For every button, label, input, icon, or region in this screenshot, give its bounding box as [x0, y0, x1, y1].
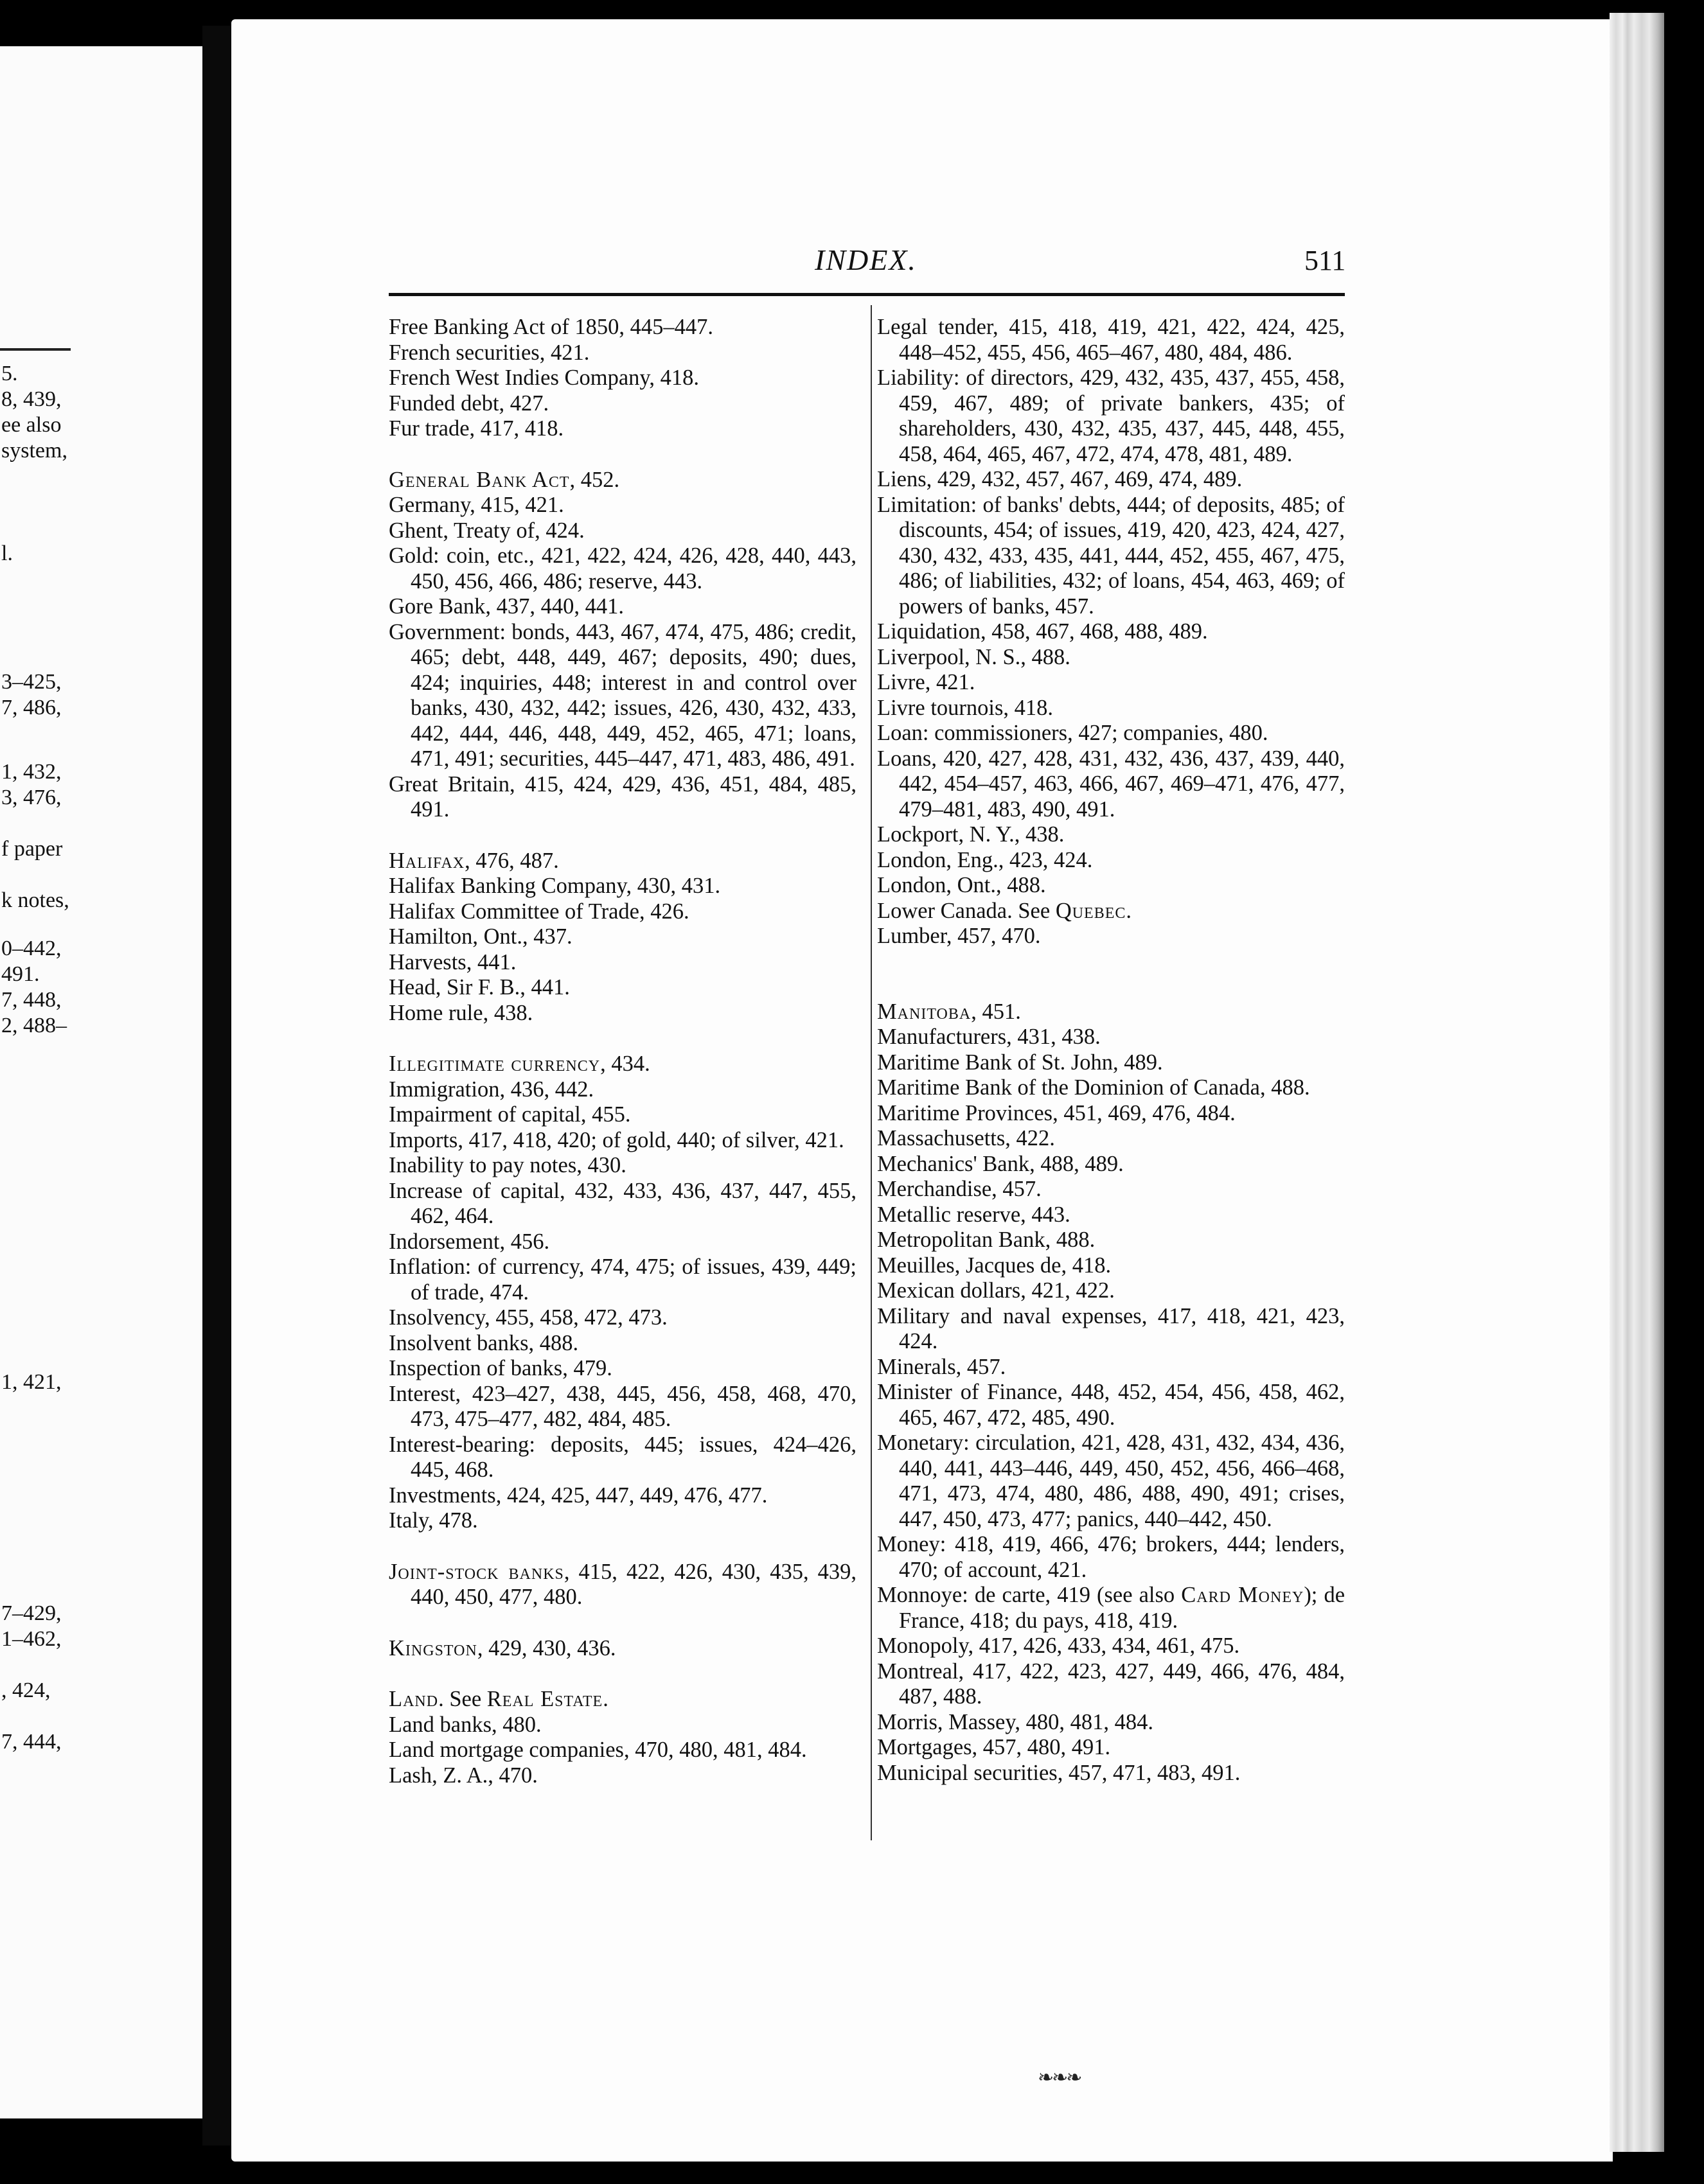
index-cross-reference: Quebec	[1055, 898, 1126, 923]
index-entry	[389, 416, 856, 442]
index-entry	[877, 1177, 1345, 1202]
index-entry	[877, 619, 1345, 645]
index-entry	[877, 848, 1345, 874]
index-entry-text: Germany, 415, 421.	[389, 493, 564, 517]
index-entry-text: Limitation: of banks' debts, 444; of deposits, 485; of discounts, 454; of issues, 419, 420, 423, 424, 427, 430, 432, 433, 435, 441, 444, 452, 455, 467, 475, 486; of liabilities, 432; of loans, 454, 463, 469; of powers of banks, 457.	[877, 492, 1345, 619]
index-entry-text: Liability: of directors, 429, 432, 435, 437, 455, 458, 459, 467, 489; of private bankers, 435; of shareholders, 430, 432, 435, 437, 445, 448, 455, 458, 464, 465, 467, 472, 474, 478, 481, 489.	[877, 365, 1345, 466]
index-entry-text: Increase of capital, 432, 433, 436, 437, 447, 455, 462, 464.	[389, 1178, 856, 1228]
index-entry-text: Livre, 421.	[877, 670, 975, 694]
index-entry-text: Monetary: circulation, 421, 428, 431, 432, 434, 436, 440, 441, 443–446, 449, 450, 452, 456, 466–468, 471, 473, 474, 480, 486, 488, 490, 491; crises, 447, 450, 473, 477; panics, 440–442, 450.	[877, 1431, 1345, 1531]
index-heading: Kingston	[389, 1635, 477, 1660]
index-entry	[389, 1382, 856, 1432]
facing-page-fragment: 1, 421,	[1, 1370, 62, 1394]
index-entry-text: Monnoye: de carte, 419 (see also	[877, 1583, 1182, 1607]
index-entry-text: Loan: commissioners, 427; companies, 480.	[877, 721, 1268, 745]
facing-page-fragment: system,	[1, 439, 67, 462]
index-entry	[389, 1636, 856, 1662]
index-entry-text: Fur trade, 417, 418.	[389, 416, 564, 441]
index-entry-text: London, Ont., 488.	[877, 873, 1046, 897]
index-entry-text: Inflation: of currency, 474, 475; of issues, 439, 449; of trade, 474.	[389, 1255, 856, 1305]
index-entry-text: Massachusetts, 422.	[877, 1126, 1055, 1150]
index-entry	[389, 1432, 856, 1483]
index-entry	[389, 1102, 856, 1128]
facing-page-fragment: 1, 432,	[1, 760, 62, 784]
index-entry-text: Mexican dollars, 421, 422.	[877, 1278, 1115, 1303]
index-cross-reference: Real Estate	[486, 1687, 603, 1711]
index-entry	[877, 1202, 1345, 1228]
index-entry-text: .	[603, 1687, 608, 1711]
page-stack-edges	[1610, 13, 1664, 2152]
index-entry	[877, 873, 1345, 899]
facing-page-fragment: ee also	[1, 413, 62, 437]
index-entry	[389, 1331, 856, 1357]
index-entry	[389, 468, 856, 493]
index-entry	[389, 1153, 856, 1179]
index-entry-text: , 415, 422, 426, 430, 435, 439, 440, 450, 477, 480.	[411, 1559, 856, 1609]
index-entry	[877, 1735, 1345, 1761]
index-entry-text: Minister of Finance, 448, 452, 454, 456, 458, 462, 465, 467, 472, 485, 490.	[877, 1380, 1345, 1430]
index-entry-text: Mechanics' Bank, 488, 489.	[877, 1151, 1124, 1176]
index-entry-text: Indorsement, 456.	[389, 1229, 550, 1254]
index-entry	[877, 924, 1345, 949]
index-entry-text: Lumber, 457, 470.	[877, 924, 1041, 948]
index-entry	[389, 1508, 856, 1534]
index-entry-text: Halifax Banking Company, 430, 431.	[389, 874, 721, 898]
index-entry-text: Government: bonds, 443, 467, 474, 475, 486; credit, 465; debt, 448, 449, 467; deposits, 490; dues, 424; inquiries, 448; interest in and control over banks, 430, 432, 442; issues, 426, 430, 432, 433, 442, 444, 446, 448, 449, 452, 465, 471; loans, 471, 491; securities, 445–447, 471, 483, 486, 491.	[389, 619, 856, 771]
index-entry-text: Ghent, Treaty of, 424.	[389, 518, 585, 543]
index-entry	[877, 1152, 1345, 1177]
index-entry-text: .	[1126, 898, 1132, 923]
index-entry-text: Monopoly, 417, 426, 433, 434, 461, 475.	[877, 1634, 1240, 1658]
index-entry	[389, 315, 856, 340]
footer-ornament: ❧❧❧	[1038, 2067, 1081, 2088]
index-entry-text: Funded debt, 427.	[389, 391, 549, 416]
index-entry-text: Immigration, 436, 442.	[389, 1077, 594, 1102]
index-heading: Joint-stock banks	[389, 1559, 564, 1584]
index-entry	[389, 772, 856, 823]
index-entry	[877, 1659, 1345, 1710]
index-entry-text: Gore Bank, 437, 440, 441.	[389, 594, 625, 619]
index-entry	[877, 746, 1345, 823]
index-entry	[877, 1304, 1345, 1355]
index-entry-text: Livre tournois, 418.	[877, 695, 1054, 720]
index-entry	[877, 1532, 1345, 1583]
index-entry	[389, 1255, 856, 1305]
facing-page-fragment: 0–442,	[1, 937, 62, 960]
index-entry	[877, 1025, 1345, 1050]
index-entry-text: Manufacturers, 431, 438.	[877, 1025, 1101, 1049]
index-entry-text: Liverpool, N. S., 488.	[877, 644, 1070, 669]
index-entry-text: , 476, 487.	[465, 848, 559, 873]
index-heading: Illegitimate currency	[389, 1052, 601, 1076]
index-entry	[389, 365, 856, 391]
index-entry	[389, 518, 856, 544]
index-entry-text: Metropolitan Bank, 488.	[877, 1228, 1096, 1252]
index-entry-text: Land banks, 480.	[389, 1712, 542, 1737]
index-entry	[389, 1052, 856, 1077]
index-entry	[389, 1305, 856, 1331]
index-entry-text: Loans, 420, 427, 428, 431, 432, 436, 437, 439, 440, 442, 454–457, 463, 466, 467, 469–471, 476, 477, 479–481, 483, 490, 491.	[877, 746, 1345, 822]
facing-page-fragment: 7, 486,	[1, 696, 62, 719]
index-entry-text: Maritime Bank of the Dominion of Canada, 488.	[877, 1075, 1310, 1100]
index-entry	[389, 1229, 856, 1255]
index-entry	[389, 950, 856, 976]
index-entry	[877, 696, 1345, 721]
facing-page-fragment: f paper	[1, 837, 63, 861]
index-entry	[877, 1431, 1345, 1532]
index-entry-text: Legal tender, 415, 418, 419, 421, 422, 424, 425, 448–452, 455, 456, 465–467, 480, 484, 486.	[877, 315, 1345, 365]
index-entry-text: Meuilles, Jacques de, 418.	[877, 1253, 1112, 1278]
facing-page-edge	[0, 46, 202, 2118]
index-entry-text: Land mortgage companies, 470, 480, 481, 484.	[389, 1738, 807, 1762]
index-entry	[877, 315, 1345, 365]
index-entry-text: French securities, 421.	[389, 340, 590, 365]
index-entry	[877, 645, 1345, 671]
page-number: 511	[1304, 245, 1346, 276]
index-entry-text: Morris, Massey, 480, 481, 484.	[877, 1709, 1153, 1734]
facing-page-fragment: 8, 439,	[1, 387, 62, 411]
index-entry-text: Insolvency, 455, 458, 472, 473.	[389, 1305, 668, 1330]
index-entry-text: London, Eng., 423, 424.	[877, 847, 1093, 872]
facing-page-fragment: 491.	[1, 962, 40, 986]
column-divider	[871, 305, 872, 1840]
index-entry	[389, 1763, 856, 1789]
index-entry-text: Maritime Provinces, 451, 469, 476, 484.	[877, 1100, 1236, 1125]
index-heading: Halifax	[389, 848, 465, 873]
index-entry	[877, 822, 1345, 848]
index-entry	[389, 391, 856, 417]
index-entry	[389, 340, 856, 366]
index-entry	[877, 1000, 1345, 1025]
index-entry-text: Insolvent banks, 488.	[389, 1330, 579, 1355]
index-entry	[877, 1253, 1345, 1279]
index-entry-text: Montreal, 417, 422, 423, 427, 449, 466, 476, 484, 487, 488.	[877, 1659, 1345, 1709]
index-entry	[389, 1560, 856, 1610]
index-entry-text: Interest, 423–427, 438, 445, 456, 458, 468, 470, 473, 475–477, 482, 484, 485.	[389, 1381, 856, 1431]
index-entry-text: Minerals, 457.	[877, 1354, 1006, 1379]
index-entry	[877, 1050, 1345, 1076]
index-entry-text: Free Banking Act of 1850, 445–447.	[389, 315, 713, 339]
index-entry	[389, 1356, 856, 1382]
index-entry-text: Military and naval expenses, 417, 418, 421, 423, 424.	[877, 1303, 1345, 1353]
index-entry	[389, 899, 856, 925]
index-entry-text: , 434.	[600, 1052, 650, 1076]
index-entry	[389, 620, 856, 772]
index-entry	[877, 1634, 1345, 1659]
index-entry	[877, 1355, 1345, 1380]
index-entry	[389, 849, 856, 874]
index-entry	[877, 1101, 1345, 1127]
index-entry	[389, 543, 856, 594]
index-entry	[877, 1126, 1345, 1152]
index-entry	[877, 899, 1345, 924]
index-entry	[389, 594, 856, 620]
facing-page-fragment: l.	[1, 542, 13, 565]
book-gutter	[202, 26, 231, 2145]
index-entry	[389, 975, 856, 1001]
index-entry	[877, 1075, 1345, 1101]
index-entry-text: Maritime Bank of St. John, 489.	[877, 1050, 1163, 1075]
index-entry	[389, 1179, 856, 1229]
index-entry	[389, 493, 856, 518]
index-entry	[389, 1713, 856, 1738]
index-entry-text: Liens, 429, 432, 457, 467, 469, 474, 489.	[877, 467, 1243, 491]
index-entry-text: French West Indies Company, 418.	[389, 365, 700, 390]
index-entry-text: ); de France, 418; du pays, 418, 419.	[899, 1583, 1345, 1633]
facing-page-fragment: , 424,	[1, 1678, 51, 1702]
index-entry-text: Lockport, N. Y., 438.	[877, 822, 1065, 847]
index-entry	[389, 874, 856, 899]
index-entry	[877, 365, 1345, 467]
index-entry-text: Imports, 417, 418, 420; of gold, 440; of silver, 421.	[389, 1127, 844, 1152]
index-entry	[389, 1738, 856, 1763]
index-entry-text: Investments, 424, 425, 447, 449, 476, 477.	[389, 1483, 768, 1508]
index-entry	[877, 1583, 1345, 1634]
index-entry	[877, 721, 1345, 746]
index-entry-text: Metallic reserve, 443.	[877, 1202, 1070, 1227]
index-entry	[389, 1001, 856, 1026]
index-entry-text: Inability to pay notes, 430.	[389, 1153, 626, 1177]
facing-page-fragment: 3–425,	[1, 670, 62, 694]
index-entry	[877, 493, 1345, 620]
facing-page-fragment: 7, 448,	[1, 988, 62, 1012]
index-entry	[389, 1483, 856, 1509]
index-entry	[389, 1687, 856, 1713]
index-entry-text: Municipal securities, 457, 471, 483, 491.	[877, 1760, 1241, 1785]
index-entry-text: Money: 418, 419, 466, 476; brokers, 444; lenders, 470; of account, 421.	[877, 1532, 1345, 1582]
index-entry	[877, 1228, 1345, 1253]
index-entry-text: Lower Canada. See	[877, 898, 1056, 923]
index-column-right	[877, 315, 1345, 1786]
facing-page-fragment: 7, 444,	[1, 1730, 62, 1754]
index-entry	[389, 924, 856, 950]
index-entry-text: Head, Sir F. B., 441.	[389, 975, 570, 1000]
index-entry-text: Harvests, 441.	[389, 949, 517, 974]
running-head: INDEX.	[815, 243, 917, 276]
index-cross-reference: Card Money	[1181, 1583, 1304, 1607]
index-entry-text: Home rule, 438.	[389, 1000, 533, 1025]
index-heading: Land	[389, 1687, 439, 1711]
index-entry-text: Mortgages, 457, 480, 491.	[877, 1735, 1111, 1759]
facing-page-fragment: 7–429,	[1, 1601, 62, 1625]
index-entry-text: , 429, 430, 436.	[477, 1635, 616, 1660]
facing-page-fragment: k notes,	[1, 888, 69, 912]
facing-page-fragment: 5.	[1, 362, 18, 385]
index-heading: General Bank Act	[389, 467, 570, 492]
index-entry-text: , 451.	[971, 999, 1021, 1024]
index-entry	[877, 1761, 1345, 1786]
facing-page-fragment: 3, 476,	[1, 786, 62, 809]
index-entry-text: Liquidation, 458, 467, 468, 488, 489.	[877, 619, 1208, 644]
header-rule	[389, 293, 1345, 296]
index-entry	[877, 1278, 1345, 1304]
index-entry	[389, 1128, 856, 1154]
index-heading: Manitoba	[877, 999, 972, 1024]
index-entry-text: Inspection of banks, 479.	[389, 1356, 612, 1380]
facing-page-fragment: 1–462,	[1, 1627, 62, 1651]
index-entry-text: Merchandise, 457.	[877, 1177, 1042, 1201]
index-column-left	[389, 315, 856, 1788]
facing-page-rule	[0, 348, 71, 351]
index-entry-text: Lash, Z. A., 470.	[389, 1763, 538, 1788]
index-entry	[389, 1077, 856, 1103]
index-entry	[877, 1380, 1345, 1431]
index-entry-text: Hamilton, Ont., 437.	[389, 924, 572, 949]
index-entry-text: , 452.	[569, 467, 620, 492]
index-entry	[877, 467, 1345, 493]
index-entry-text: Interest-bearing: deposits, 445; issues, 424–426, 445, 468.	[389, 1432, 856, 1482]
index-entry	[877, 1710, 1345, 1736]
index-entry-text: Italy, 478.	[389, 1508, 478, 1533]
facing-page-fragment: 2, 488–	[1, 1014, 67, 1037]
index-entry-text: Great Britain, 415, 424, 429, 436, 451, 484, 485, 491.	[389, 771, 856, 822]
index-entry-text: . See	[438, 1687, 487, 1711]
index-entry-text: Impairment of capital, 455.	[389, 1102, 631, 1127]
index-entry-text: Halifax Committee of Trade, 426.	[389, 899, 689, 924]
index-entry	[877, 670, 1345, 696]
index-entry-text: Gold: coin, etc., 421, 422, 424, 426, 428, 440, 443, 450, 456, 466, 486; reserve, 443.	[389, 543, 856, 594]
